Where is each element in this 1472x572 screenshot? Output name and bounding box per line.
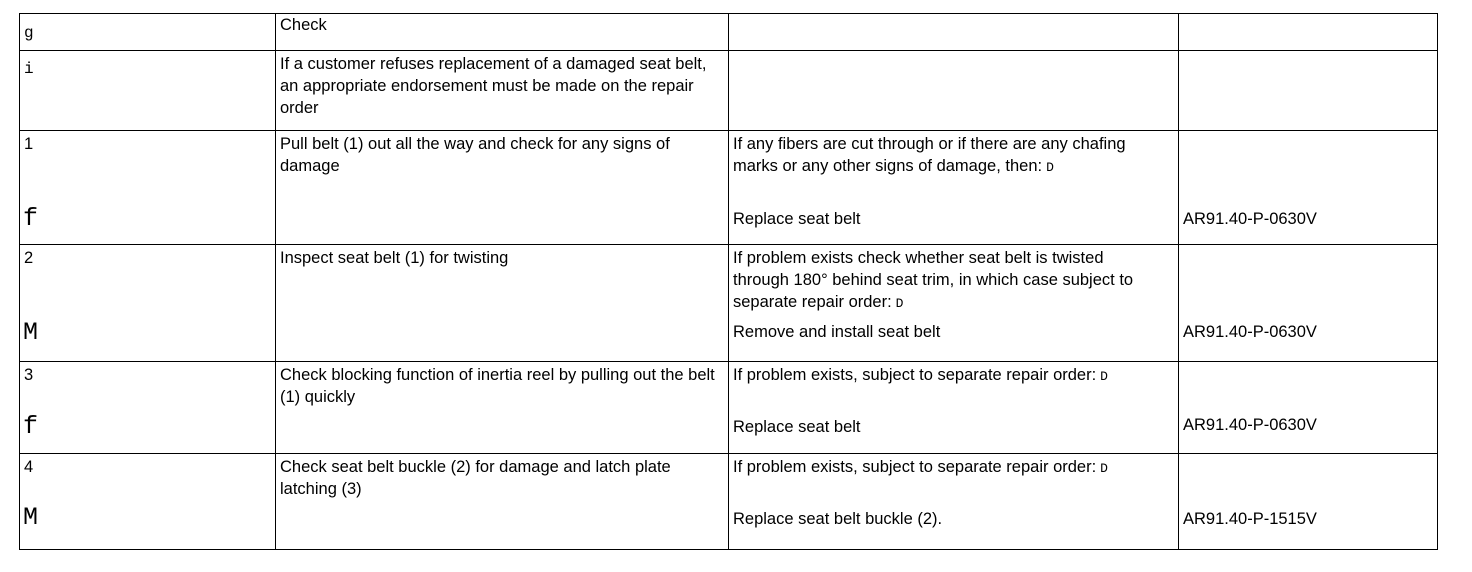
action-text: Remove and install seat belt bbox=[733, 323, 941, 341]
action-text: Replace seat belt bbox=[733, 210, 861, 228]
step-number: 3 bbox=[24, 366, 34, 384]
diagnosis-symbol: D bbox=[1100, 461, 1108, 476]
reference-cell bbox=[1179, 51, 1438, 131]
step-cell bbox=[20, 454, 276, 550]
reference-cell bbox=[1179, 362, 1438, 454]
step-number: 2 bbox=[24, 249, 34, 267]
action-text: Replace seat belt buckle (2). bbox=[733, 510, 943, 528]
instruction-cell: Pull belt (1) out all the way and check for any signs of damage bbox=[276, 131, 729, 245]
condition-cell bbox=[729, 362, 1179, 454]
step-number: 1 bbox=[24, 135, 34, 153]
instruction-cell: Check blocking function of inertia reel by pulling out the belt (1) quickly bbox=[276, 362, 729, 454]
reference-link[interactable]: AR91.40-P-0630V bbox=[1183, 210, 1317, 228]
table-row bbox=[20, 454, 1438, 550]
condition-text: If problem exists, subject to separate repair order: bbox=[733, 458, 1097, 476]
instruction-cell: If a customer refuses replacement of a damaged seat belt, an appropriate endorsement must be made on the repair order bbox=[276, 51, 729, 131]
table-row bbox=[20, 14, 1438, 51]
diagnosis-symbol: D bbox=[1100, 369, 1108, 384]
step-cell bbox=[20, 131, 276, 245]
step-cell bbox=[20, 362, 276, 454]
table-row bbox=[20, 51, 1438, 131]
instruction-cell: Check seat belt buckle (2) for damage and latch plate latching (3) bbox=[276, 454, 729, 550]
reference-cell bbox=[1179, 14, 1438, 51]
table-row bbox=[20, 362, 1438, 454]
step-symbol: i bbox=[24, 60, 34, 78]
condition-cell bbox=[729, 454, 1179, 550]
reference-cell bbox=[1179, 131, 1438, 245]
instruction-cell: Inspect seat belt (1) for twisting bbox=[276, 245, 729, 362]
instruction-cell: Check bbox=[276, 14, 729, 51]
reference-link[interactable]: AR91.40-P-0630V bbox=[1183, 416, 1317, 434]
reference-link[interactable]: AR91.40-P-1515V bbox=[1183, 510, 1317, 528]
condition-cell bbox=[729, 51, 1179, 131]
step-cell bbox=[20, 51, 276, 131]
marker-symbol: f bbox=[23, 204, 39, 233]
condition-cell bbox=[729, 245, 1179, 362]
condition-text: If any fibers are cut through or if there are any chafing marks or any other signs of damage, then: bbox=[733, 135, 1126, 175]
marker-symbol: f bbox=[23, 412, 39, 441]
condition-cell bbox=[729, 14, 1179, 51]
reference-cell bbox=[1179, 245, 1438, 362]
table-row bbox=[20, 245, 1438, 362]
step-cell bbox=[20, 245, 276, 362]
condition-text: If problem exists, subject to separate repair order: bbox=[733, 366, 1097, 384]
diagnosis-symbol: D bbox=[1046, 160, 1054, 175]
repair-procedure-table bbox=[19, 13, 1438, 550]
step-cell bbox=[20, 14, 276, 51]
step-number: 4 bbox=[24, 458, 34, 476]
table-row bbox=[20, 131, 1438, 245]
step-symbol: g bbox=[24, 24, 34, 42]
marker-symbol: M bbox=[23, 318, 39, 347]
action-text: Replace seat belt bbox=[733, 418, 861, 436]
condition-cell bbox=[729, 131, 1179, 245]
reference-cell bbox=[1179, 454, 1438, 550]
marker-symbol: M bbox=[23, 503, 39, 532]
diagnosis-symbol: D bbox=[895, 296, 904, 311]
reference-link[interactable]: AR91.40-P-0630V bbox=[1183, 323, 1317, 341]
condition-text: If problem exists check whether seat belt is twisted through 180° behind seat trim, in which case subject to separate repair order: bbox=[733, 249, 1134, 311]
